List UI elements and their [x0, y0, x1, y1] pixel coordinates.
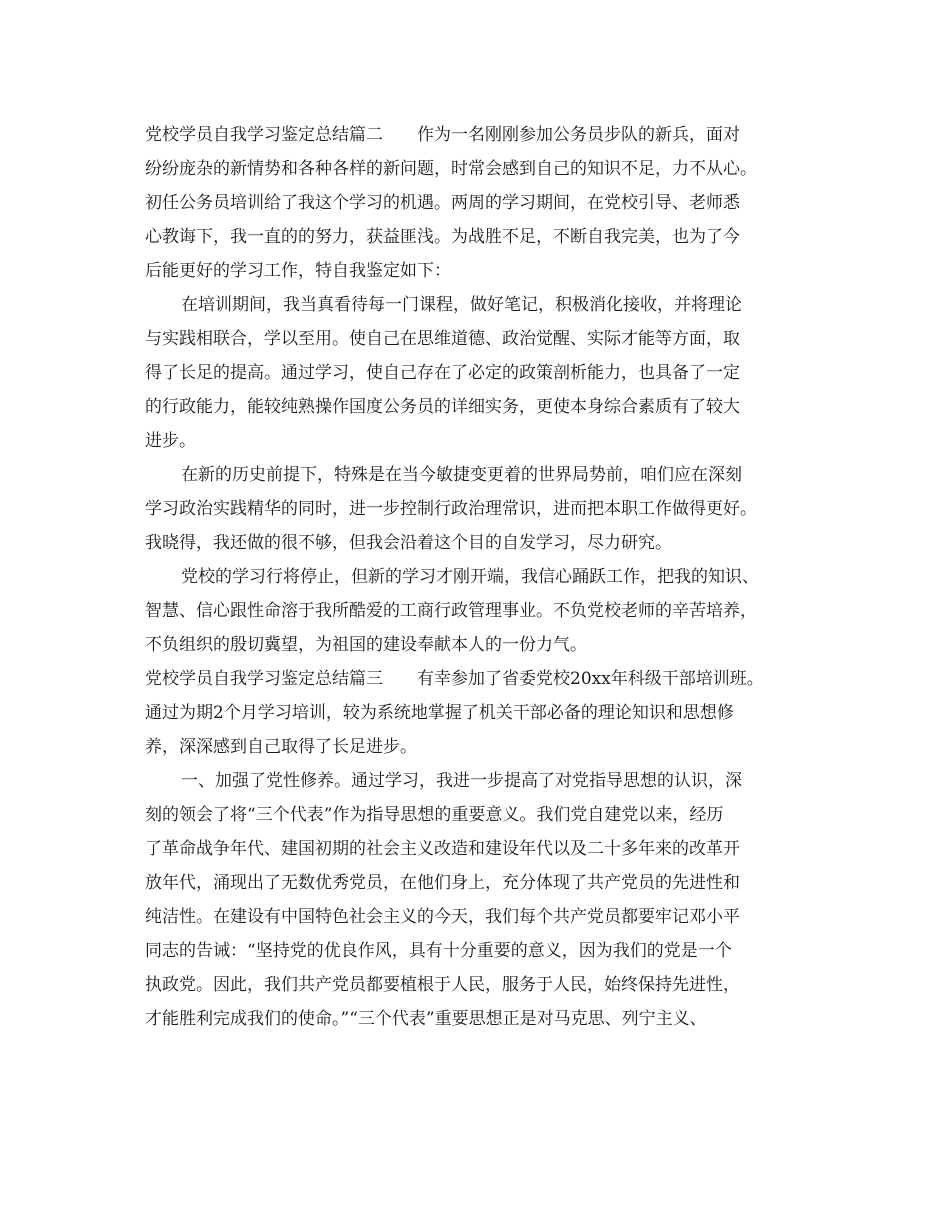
text-line: 党校学员自我学习鉴定总结篇三 有幸参加了省委党校20xx年科级干部培训班。: [145, 669, 764, 689]
text-line: 纯洁性。在建设有中国特色社会主义的今天，我们每个共产党员都要牢记邓小平: [145, 907, 740, 927]
text-line: 初任公务员培训给了我这个学习的机遇。两周的学习期间，在党校引导、老师悉: [145, 193, 740, 213]
text-line: 同志的告诫：“坚持党的优良作风，具有十分重要的意义，因为我们的党是一个: [145, 941, 732, 961]
text-line: 心教诲下，我一直的的努力，获益匪浅。为战胜不足，不断自我完美，也为了今: [145, 227, 740, 247]
text-line: 一、加强了党性修养。通过学习，我进一步提高了对党指导思想的认识，深: [181, 771, 742, 791]
text-line: 进步。: [145, 431, 196, 451]
text-line: 学习政治实践精华的同时，进一步控制行政治理常识，进而把本职工作做得更好。: [145, 499, 757, 519]
text-line: 后能更好的学习工作，特自我鉴定如下：: [145, 261, 451, 281]
text-line: 养，深深感到自己取得了长足进步。: [145, 737, 417, 757]
text-line: 执政党。因此，我们共产党员都要植根于人民，服务于人民，始终保持先进性，: [145, 975, 740, 995]
text-line: 不负组织的殷切冀望，为祖国的建设奉献本人的一份力气。: [145, 635, 587, 655]
text-line: 党校学员自我学习鉴定总结篇二 作为一名刚刚参加公务员步队的新兵，面对: [145, 125, 740, 145]
document-body: [145, 118, 815, 1036]
text-line: 才能胜利完成我们的使命。”“三个代表”重要思想正是对马克思、列宁主义、: [145, 1009, 707, 1029]
text-line: 的行政能力，能较纯熟操作国度公务员的详细实务，更使本身综合素质有了较大: [145, 397, 740, 417]
text-line: 在培训期间，我当真看待每一门课程，做好笔记，积极消化接收，并将理论: [181, 295, 742, 315]
text-line: 与实践相联合，学以至用。使自己在思维道德、政治觉醒、实际才能等方面，取: [145, 329, 740, 349]
text-line: 通过为期2个月学习培训，较为系统地掌握了机关干部必备的理论知识和思想修: [145, 703, 734, 723]
text-line: 智慧、信心跟性命溶于我所酷爱的工商行政管理事业。不负党校老师的辛苦培养，: [145, 601, 757, 621]
text-line: 放年代，涌现出了无数优秀党员，在他们身上，充分体现了共产党员的先进性和: [145, 873, 740, 893]
text-line: 党校的学习行将停止，但新的学习才刚开端，我信心踊跃工作，把我的知识、: [181, 567, 759, 587]
text-line: 我晓得，我还做的很不够，但我会沿着这个目的自发学习，尽力研究。: [145, 533, 672, 553]
text-line: 得了长足的提高。通过学习，使自己存在了必定的政策剖析能力，也具备了一定: [145, 363, 740, 383]
text-line: 了革命战争年代、建国初期的社会主义改造和建设年代以及二十多年来的改革开: [145, 839, 740, 859]
text-line: 在新的历史前提下，特殊是在当今敏捷变更着的世界局势前，咱们应在深刻: [181, 465, 742, 485]
text-line: 纷纷庞杂的新情势和各种各样的新问题，时常会感到自己的知识不足，力不从心。: [145, 159, 757, 179]
text-line: 刻的领会了将“三个代表”作为指导思想的重要意义。我们党自建党以来，经历: [145, 805, 724, 825]
